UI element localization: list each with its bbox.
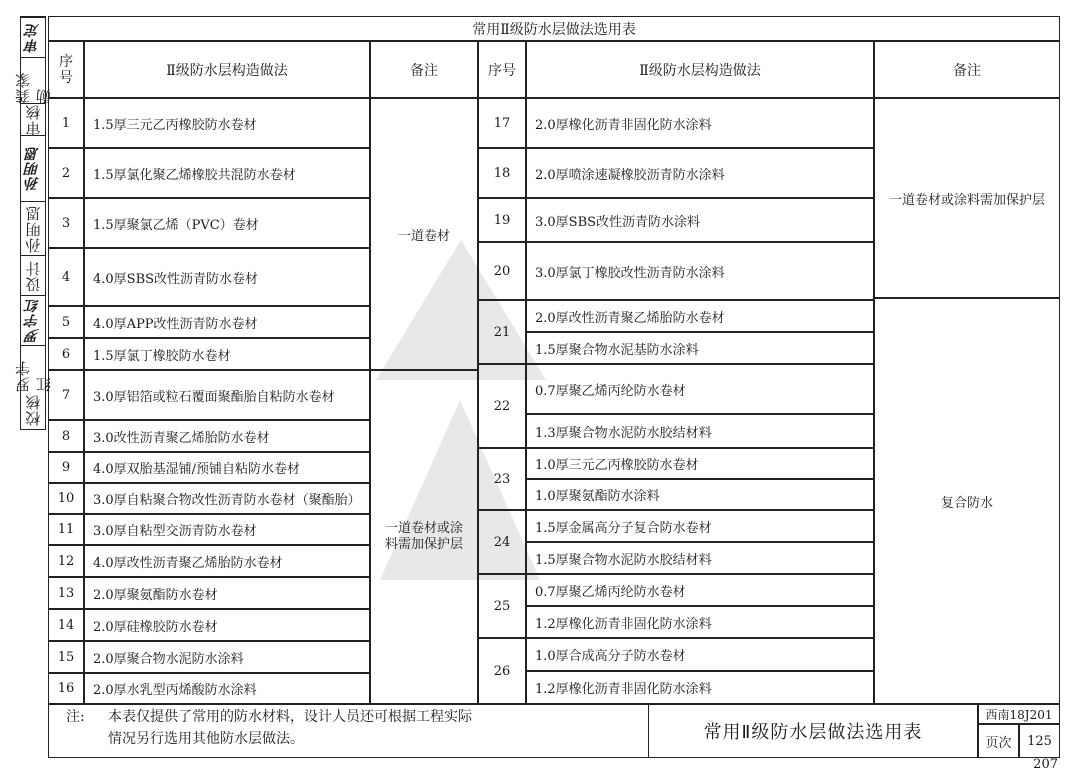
row-method-right: 1.0厚三元乙丙橡胶防水卷材 <box>526 448 874 479</box>
manager-name: 龚家勋 <box>21 57 45 104</box>
row-no: 4 <box>48 248 84 306</box>
design-name: 孙明恩 <box>21 201 45 256</box>
table-title: 常用Ⅱ级防水层做法选用表 <box>48 16 1060 41</box>
row-method-right: 1.3厚聚合物水泥防水胶结材料 <box>526 414 874 448</box>
design-signature: 孙明恩 <box>21 135 45 202</box>
row-no: 7 <box>48 370 84 420</box>
row-no-right: 25 <box>478 574 526 638</box>
row-no-right: 17 <box>478 98 526 148</box>
row-no: 14 <box>48 609 84 641</box>
header-method: Ⅱ级防水层构造做法 <box>84 41 370 98</box>
row-method-right: 3.0厚氯丁橡胶改性沥青防水涂料 <box>526 242 874 300</box>
row-no: 16 <box>48 673 84 704</box>
row-no: 15 <box>48 641 84 673</box>
row-method-right: 0.7厚聚乙烯丙纶防水卷材 <box>526 574 874 606</box>
row-method-right: 2.0厚改性沥青聚乙烯胎防水卷材 <box>526 300 874 332</box>
row-no-right: 26 <box>478 638 526 704</box>
row-method-right: 1.5厚金属高分子复合防水卷材 <box>526 510 874 542</box>
row-method: 3.0改性沥青聚乙烯胎防水卷材 <box>84 420 370 452</box>
header-remark: 备注 <box>370 41 478 98</box>
row-no: 13 <box>48 577 84 609</box>
row-method-right: 3.0厚SBS改性沥青防水涂料 <box>526 198 874 242</box>
row-no: 12 <box>48 545 84 577</box>
left-remark-group1: 一道卷材 <box>370 98 478 370</box>
row-method: 1.5厚聚氯乙烯（PVC）卷材 <box>84 198 370 248</box>
page-label: 页次 <box>978 724 1019 758</box>
row-method: 2.0厚聚氨酯防水卷材 <box>84 577 370 609</box>
row-no-right: 23 <box>478 448 526 510</box>
row-method: 1.5厚氯丁橡胶防水卷材 <box>84 338 370 370</box>
row-method: 4.0厚APP改性沥青防水卷材 <box>84 306 370 338</box>
row-method: 2.0厚硅橡胶防水卷材 <box>84 609 370 641</box>
row-method: 4.0厚双胎基湿铺/预铺自粘防水卷材 <box>84 452 370 483</box>
row-no: 5 <box>48 306 84 338</box>
row-method: 2.0厚聚合物水泥防水涂料 <box>84 641 370 673</box>
row-method: 3.0厚自粘聚合物改性沥青防水卷材（聚酯胎） <box>84 483 370 514</box>
note-line2: 情况另行选用其他防水层做法。 <box>108 731 304 747</box>
page-value: 125 <box>1019 724 1060 758</box>
manager-label: 审核 <box>21 103 45 136</box>
row-method-right: 2.0厚橡化沥青非固化防水涂料 <box>526 98 874 148</box>
row-no-right: 21 <box>478 300 526 364</box>
design-label: 设计 <box>21 255 45 296</box>
footer-title: 常用Ⅱ级防水层做法选用表 <box>648 704 978 758</box>
check-signature: 罗宇红 <box>21 295 45 346</box>
row-no: 2 <box>48 148 84 198</box>
row-method-right: 1.5厚聚合物水泥基防水涂料 <box>526 332 874 364</box>
row-method-right: 2.0厚喷涂速凝橡胶沥青防水涂料 <box>526 148 874 198</box>
row-method: 4.0厚改性沥青聚乙烯胎防水卷材 <box>84 545 370 577</box>
row-method-right: 1.0厚聚氨酯防水涂料 <box>526 479 874 510</box>
signature-strip <box>14 16 53 430</box>
header-remark-right: 备注 <box>874 41 1060 98</box>
row-no: 10 <box>48 483 84 514</box>
row-method: 1.5厚三元乙丙橡胶防水卷材 <box>84 98 370 148</box>
row-method-right: 0.7厚聚乙烯丙纶防水卷材 <box>526 364 874 414</box>
row-method: 4.0厚SBS改性沥青防水卷材 <box>84 248 370 306</box>
row-no: 8 <box>48 420 84 452</box>
header-no: 序号 <box>48 41 84 98</box>
header-no-right: 序号 <box>478 41 526 98</box>
page-number: 207 <box>1033 757 1058 772</box>
check-label: 校核 <box>24 394 43 426</box>
header-method-right: Ⅱ级防水层构造做法 <box>526 41 874 98</box>
row-no-right: 18 <box>478 148 526 198</box>
row-no: 9 <box>48 452 84 483</box>
row-no-right: 20 <box>478 242 526 300</box>
row-no-right: 19 <box>478 198 526 242</box>
review-signature: 审定 <box>21 17 45 58</box>
row-no: 1 <box>48 98 84 148</box>
left-remark-group2: 一道卷材或涂料需加保护层 <box>370 370 478 704</box>
note-line1: 本表仅提供了常用的防水材料，设计人员还可根据工程实际 <box>108 709 472 725</box>
row-no: 6 <box>48 338 84 370</box>
row-method-right: 1.2厚橡化沥青非固化防水涂料 <box>526 606 874 638</box>
right-remark-group2: 复合防水 <box>874 298 1060 704</box>
row-no-right: 24 <box>478 510 526 574</box>
check-name: 罗宇红 <box>21 345 45 392</box>
row-method: 2.0厚水乳型丙烯酸防水涂料 <box>84 673 370 704</box>
row-method: 3.0厚自粘型交沥青防水卷材 <box>84 514 370 545</box>
row-method-right: 1.0厚合成高分子防水卷材 <box>526 638 874 671</box>
row-method: 1.5厚氯化聚乙烯橡胶共混防水卷材 <box>84 148 370 198</box>
atlas-code: 西南18J201 <box>978 704 1060 724</box>
row-method-right: 1.2厚橡化沥青非固化防水涂料 <box>526 671 874 704</box>
note-label: 注: <box>66 709 85 725</box>
row-method-right: 1.5厚聚合物水泥防水胶结材料 <box>526 542 874 574</box>
row-no: 11 <box>48 514 84 545</box>
right-remark-group1: 一道卷材或涂料需加保护层 <box>874 98 1060 298</box>
row-no: 3 <box>48 198 84 248</box>
row-method: 3.0厚铝箔或粒石覆面聚酯胎自粘防水卷材 <box>84 370 370 420</box>
row-no-right: 22 <box>478 364 526 448</box>
